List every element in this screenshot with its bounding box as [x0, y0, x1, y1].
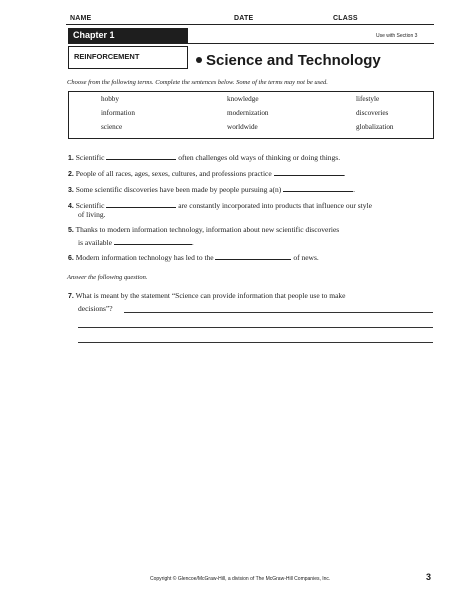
title-bullet-icon — [196, 57, 202, 63]
term: modernization — [227, 109, 269, 117]
item-number: 2. — [68, 171, 74, 178]
list-item — [68, 183, 355, 194]
answer-blank[interactable] — [283, 183, 356, 194]
list-item — [68, 225, 339, 234]
list-item — [68, 151, 340, 162]
item-text: . — [353, 185, 356, 194]
answer-blank[interactable] — [106, 199, 176, 208]
term: lifestyle — [356, 95, 380, 103]
answer-blank[interactable] — [114, 236, 192, 245]
term: globalization — [356, 123, 394, 131]
list-item — [68, 167, 345, 178]
chapter-rule — [68, 43, 434, 44]
instructions: Choose from the following terms. Complete the sentences below. Some of the terms may not be used. — [67, 79, 328, 86]
answer-instruction: Answer the following question. — [67, 274, 148, 281]
class-label: CLASS — [333, 15, 358, 22]
item-number: 7. — [68, 293, 74, 300]
item-text: Scientific — [75, 201, 105, 210]
item-number: 4. — [68, 203, 74, 210]
answer-line[interactable] — [124, 312, 433, 313]
term: worldwide — [227, 123, 258, 131]
use-with-note: Use with Section 3 — [376, 33, 418, 39]
item-text: Some scientific discoveries have been made by people pursuing a(n) — [75, 185, 282, 194]
answer-blank[interactable] — [215, 251, 291, 260]
item-text: are constantly incorporated into products that influence our style — [178, 201, 372, 210]
item-number: 5. — [68, 227, 74, 234]
item-continuation — [78, 236, 194, 247]
item-text: is available — [78, 238, 112, 247]
copyright: Copyright © Glencoe/McGraw-Hill, a division of The McGraw-Hill Companies, Inc. — [150, 576, 331, 582]
page-title: Science and Technology — [206, 52, 381, 69]
header-rule — [66, 24, 434, 25]
term: science — [101, 123, 123, 131]
term: hobby — [101, 95, 119, 103]
item-text: . — [191, 238, 194, 247]
date-label: DATE — [234, 15, 254, 22]
term: information — [101, 109, 135, 117]
item-text: Scientific — [75, 153, 105, 162]
question-continuation: decisions”? — [78, 304, 113, 313]
reinforcement-box — [68, 46, 188, 69]
item-number: 6. — [68, 255, 74, 262]
list-item — [68, 199, 372, 210]
chapter-box — [68, 28, 188, 43]
question — [68, 291, 346, 300]
list-item — [68, 251, 319, 262]
chapter-label: Chapter 1 — [73, 30, 115, 40]
item-text: Modern information technology has led to the — [75, 253, 214, 262]
item-text: . — [343, 169, 346, 178]
reinforcement-label: REINFORCEMENT — [74, 52, 140, 61]
name-label: NAME — [70, 15, 92, 22]
answer-line[interactable] — [78, 342, 433, 343]
item-text: of news. — [293, 253, 319, 262]
page-number: 3 — [426, 572, 432, 582]
item-text: often challenges old ways of thinking or doing things. — [178, 153, 341, 162]
item-text: People of all races, ages, sexes, cultures, and professions practice — [75, 169, 272, 178]
answer-line[interactable] — [78, 327, 433, 328]
item-text: Thanks to modern information technology, information about new scientific discoveries — [75, 225, 340, 234]
term: knowledge — [227, 95, 259, 103]
item-number: 1. — [68, 155, 74, 162]
answer-blank[interactable] — [106, 151, 176, 160]
answer-blank[interactable] — [274, 167, 344, 176]
term: discoveries — [356, 109, 389, 117]
item-continuation: of living. — [78, 210, 106, 219]
question-text: What is meant by the statement “Science can provide information that people use to make — [75, 291, 346, 300]
item-number: 3. — [68, 187, 74, 194]
